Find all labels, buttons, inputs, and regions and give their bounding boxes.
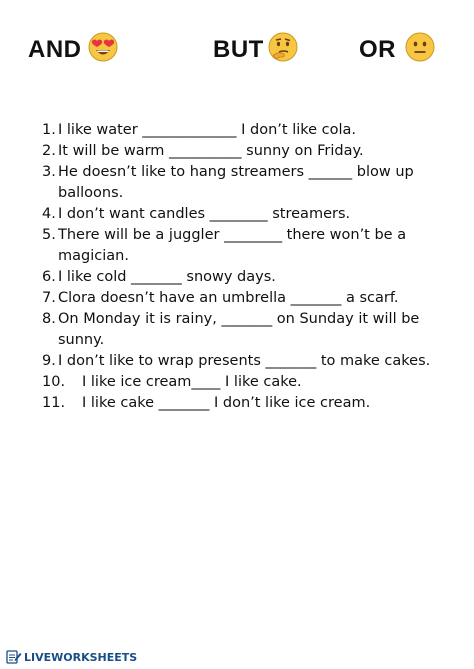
exercise-list: [42, 120, 452, 414]
list-item: [42, 120, 452, 141]
item-number: 4.: [42, 206, 56, 222]
but-label: BUT: [213, 36, 264, 63]
list-item: [42, 267, 452, 288]
item-number: 9.: [42, 353, 56, 369]
list-item: [42, 372, 452, 393]
header: [0, 32, 474, 72]
and-label: AND: [28, 36, 82, 63]
list-item: [42, 225, 452, 267]
neutral-face-icon: [405, 32, 435, 62]
item-text: I like cold _______ snowy days.: [58, 269, 276, 285]
item-text: On Monday it is rainy, _______ on Sunday it will be sunny.: [58, 311, 420, 348]
item-number: 7.: [42, 290, 56, 306]
brand-text: LIVEWORKSHEETS: [24, 650, 138, 664]
footer-brand: [6, 649, 137, 665]
item-text: It will be warm __________ sunny on Friday.: [58, 143, 364, 159]
item-number: 5.: [42, 227, 56, 243]
item-text: I don’t want candles ________ streamers.: [58, 206, 351, 222]
item-text: I like ice cream____ I like cake.: [82, 374, 302, 390]
list-item: [42, 351, 452, 372]
item-number: 6.: [42, 269, 56, 285]
item-text: I don’t like to wrap presents _______ to make cakes.: [58, 353, 431, 369]
item-number: 10.: [42, 374, 66, 390]
list-item: [42, 288, 452, 309]
or-label: OR: [359, 36, 396, 63]
list-item: [42, 204, 452, 225]
liveworksheets-logo-icon: [6, 649, 22, 665]
item-number: 1.: [42, 122, 56, 138]
item-text: Clora doesn’t have an umbrella _______ a scarf.: [58, 290, 399, 306]
list-item: [42, 162, 452, 204]
heart-eyes-face-icon: [88, 32, 118, 62]
list-item: [42, 309, 452, 351]
item-text: He doesn’t like to hang streamers ______ blow up balloons.: [58, 164, 414, 201]
item-number: 8.: [42, 311, 56, 327]
item-number: 2.: [42, 143, 56, 159]
item-number: 11.: [42, 395, 66, 411]
list-item: [42, 393, 452, 414]
item-number: 3.: [42, 164, 56, 180]
item-text: There will be a juggler ________ there won’t be a magician.: [58, 227, 407, 264]
thinking-face-icon: [268, 32, 298, 62]
list-item: [42, 141, 452, 162]
item-text: I like water _____________ I don’t like cola.: [58, 122, 357, 138]
item-text: I like cake _______ I don’t like ice cream.: [82, 395, 371, 411]
